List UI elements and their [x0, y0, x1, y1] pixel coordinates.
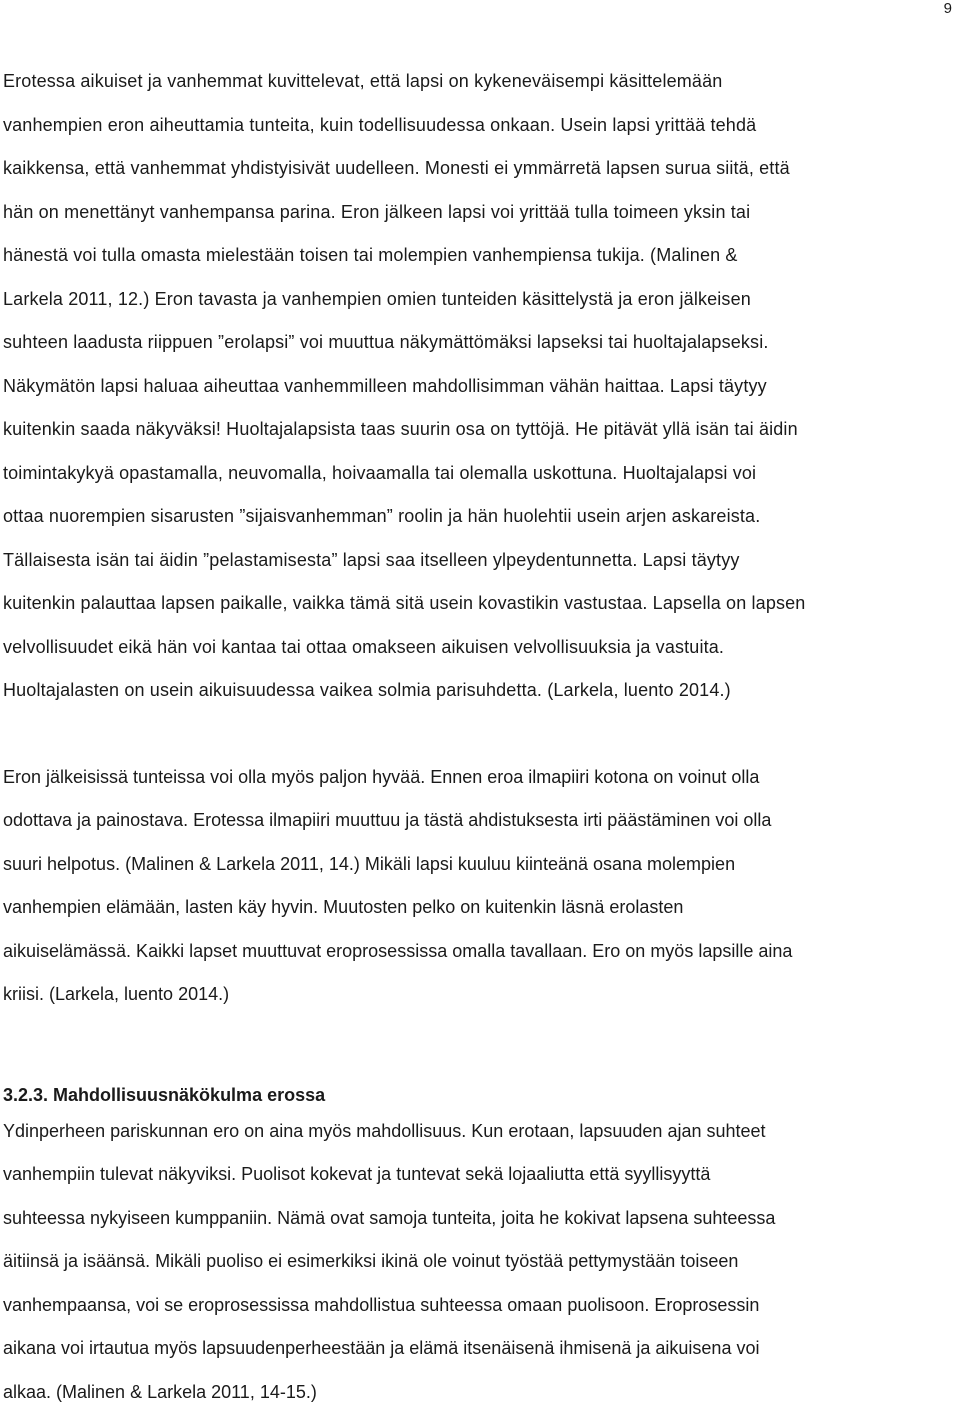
text-line: suuri helpotus. (Malinen & Larkela 2011, 14.) Mikäli lapsi kuuluu kiinteänä osana molempien — [3, 843, 953, 887]
text-line: vanhempien elämään, lasten käy hyvin. Muutosten pelko on kuitenkin läsnä erolasten — [3, 886, 953, 930]
paragraph-2 — [3, 756, 953, 1017]
text-line: Eron jälkeisissä tunteissa voi olla myös paljon hyvää. Ennen eroa ilmapiiri kotona on voinut olla — [3, 756, 953, 800]
text-line: suhteen laadusta riippuen ”erolapsi” voi muuttua näkymättömäksi lapseksi tai huoltajalapseksi. — [3, 321, 953, 365]
text-line: suhteessa nykyiseen kumppaniin. Nämä ovat samoja tunteita, joita he kokivat lapsena suhteessa — [3, 1197, 953, 1241]
text-line: äitiinsä ja isäänsä. Mikäli puoliso ei esimerkiksi ikinä ole voinut työstää pettymystään toiseen — [3, 1240, 953, 1284]
paragraph-spacer — [3, 713, 953, 756]
page-number: 9 — [944, 0, 952, 18]
section-spacer — [3, 1017, 953, 1080]
text-line: vanhempaansa, voi se eroprosessissa mahdollistua suhteessa omaan puolisoon. Eroprosessin — [3, 1284, 953, 1328]
text-line: hän on menettänyt vanhempansa parina. Eron jälkeen lapsi voi yrittää tulla toimeen yksin tai — [3, 191, 953, 235]
text-line: Näkymätön lapsi haluaa aiheuttaa vanhemmilleen mahdollisimman vähän haittaa. Lapsi täytyy — [3, 365, 953, 409]
text-line: kaikkensa, että vanhemmat yhdistyisivät uudelleen. Monesti ei ymmärretä lapsen surua siitä, että — [3, 147, 953, 191]
section-3-2-3 — [3, 1080, 953, 1414]
text-line: kuitenkin saada näkyväksi! Huoltajalapsista taas suurin osa on tyttöjä. He pitävät yllä isän tai äidin — [3, 408, 953, 452]
text-line: Erotessa aikuiset ja vanhemmat kuvittelevat, että lapsi on kykeneväisempi käsittelemään — [3, 60, 953, 104]
section-heading: 3.2.3. Mahdollisuusnäkökulma erossa — [3, 1080, 953, 1110]
text-line: Larkela 2011, 12.) Eron tavasta ja vanhempien omien tunteiden käsittelystä ja eron jälkeisen — [3, 278, 953, 322]
paragraph-1 — [3, 60, 953, 713]
text-line: hänestä voi tulla omasta mielestään toisen tai molempien vanhempiensa tukija. (Malinen & — [3, 234, 953, 278]
text-line: ottaa nuorempien sisarusten ”sijaisvanhemman” roolin ja hän huolehtii usein arjen askareista. — [3, 495, 953, 539]
text-line: aikana voi irtautua myös lapsuudenperheestään ja elämä itsenäisenä ihmisenä ja aikuisena voi — [3, 1327, 953, 1371]
text-line: Huoltajalasten on usein aikuisuudessa vaikea solmia parisuhdetta. (Larkela, luento 2014.) — [3, 669, 953, 713]
text-line: toimintakykyä opastamalla, neuvomalla, hoivaamalla tai olemalla uskottuna. Huoltajalapsi voi — [3, 452, 953, 496]
text-line: alkaa. (Malinen & Larkela 2011, 14-15.) — [3, 1371, 953, 1414]
text-line: aikuiselämässä. Kaikki lapset muuttuvat eroprosessissa omalla tavallaan. Ero on myös lapsille aina — [3, 930, 953, 974]
text-line: velvollisuudet eikä hän voi kantaa tai ottaa omakseen aikuisen velvollisuuksia ja vastuita. — [3, 626, 953, 670]
text-line: kuitenkin palauttaa lapsen paikalle, vaikka tämä sitä usein kovastikin vastustaa. Lapsella on lapsen — [3, 582, 953, 626]
text-line: vanhempiin tulevat näkyviksi. Puolisot kokevat ja tuntevat sekä lojaaliutta että syyllisyyttä — [3, 1153, 953, 1197]
text-line: odottava ja painostava. Erotessa ilmapiiri muuttuu ja tästä ahdistuksesta irti päästäminen voi olla — [3, 799, 953, 843]
document-body — [3, 60, 953, 1414]
text-line: Ydinperheen pariskunnan ero on aina myös mahdollisuus. Kun erotaan, lapsuuden ajan suhteet — [3, 1110, 953, 1154]
text-line: Tällaisesta isän tai äidin ”pelastamisesta” lapsi saa itselleen ylpeydentunnetta. Lapsi täytyy — [3, 539, 953, 583]
text-line: vanhempien eron aiheuttamia tunteita, kuin todellisuudessa onkaan. Usein lapsi yrittää tehdä — [3, 104, 953, 148]
text-line: kriisi. (Larkela, luento 2014.) — [3, 973, 953, 1017]
